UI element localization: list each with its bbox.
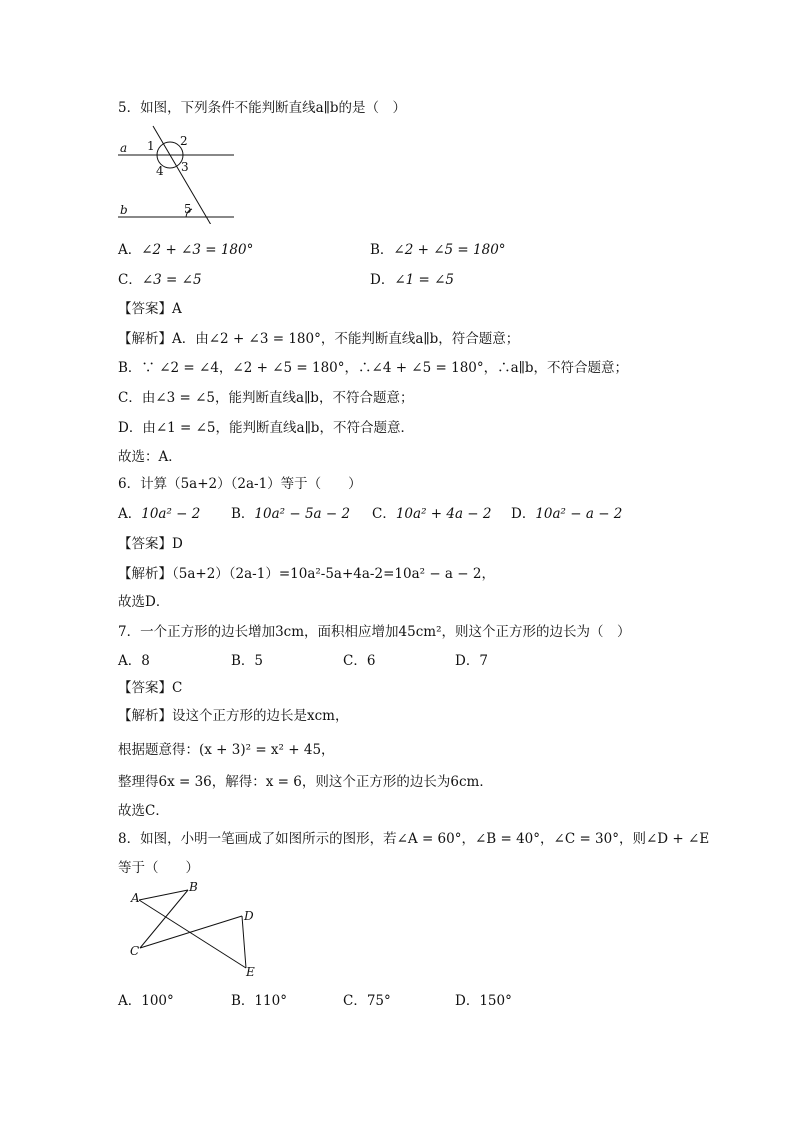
q7-analysis-line: 根据题意得：(x + 3)² = x² + 45， bbox=[118, 742, 335, 758]
q5-option-b: B．∠2 + ∠5 = 180° bbox=[370, 242, 506, 258]
q5-analysis-line: 【解析】A．由∠2 + ∠3 = 180°，不能判断直线a∥b，符合题意； bbox=[118, 331, 520, 347]
q8-stem: 8．如图，小明一笔画成了如图所示的图形，若∠A = 60°，∠B = 40°，∠C = 30°，则∠D + ∠E bbox=[118, 831, 710, 847]
q7-analysis-line: 整理得6x = 36，解得：x = 6，则这个正方形的边长为6cm． bbox=[118, 774, 493, 790]
q7-conclusion: 故选C． bbox=[118, 803, 169, 819]
q7-stem: 7．一个正方形的边长增加3cm，面积相应增加45cm²，则这个正方形的边长为（ ） bbox=[118, 624, 631, 640]
point-a-label: A bbox=[131, 891, 140, 905]
line-b-label: b bbox=[120, 203, 128, 217]
q7-option-d: D．7 bbox=[455, 653, 488, 669]
q5-analysis-line: C．由∠3 = ∠5，能判断直线a∥b，不符合题意； bbox=[118, 390, 414, 406]
angle-4-label: 4 bbox=[156, 164, 164, 178]
q5-option-d: D．∠1 = ∠5 bbox=[370, 272, 455, 288]
point-c-label: C bbox=[130, 944, 140, 958]
point-e-label: E bbox=[246, 965, 255, 979]
q6-option-a: A．10a² − 2 bbox=[118, 506, 201, 522]
q7-answer: 【答案】C bbox=[118, 680, 183, 696]
q5-stem: 5．如图，下列条件不能判断直线a∥b的是（ ） bbox=[118, 100, 407, 116]
angle-5-label: 5 bbox=[184, 202, 192, 216]
angle-3-label: 3 bbox=[181, 160, 189, 174]
q7-option-a: A．8 bbox=[118, 653, 150, 669]
q8-figure bbox=[122, 878, 267, 980]
q8-option-d: D．150° bbox=[455, 993, 512, 1009]
q5-answer: 【答案】A bbox=[118, 301, 182, 317]
q6-conclusion: 故选D． bbox=[118, 594, 170, 610]
q5-option-a: A．∠2 + ∠3 = 180° bbox=[118, 242, 254, 258]
point-d-label: D bbox=[244, 909, 254, 923]
q8-option-a: A．100° bbox=[118, 993, 174, 1009]
q6-option-c: C．10a² + 4a − 2 bbox=[372, 506, 492, 522]
angle-2-label: 2 bbox=[180, 134, 188, 148]
q6-stem: 6．计算（5a+2）（2a-1）等于（ ） bbox=[118, 476, 362, 492]
q6-answer: 【答案】D bbox=[118, 536, 183, 552]
q6-option-b: B．10a² − 5a − 2 bbox=[231, 506, 351, 522]
q5-analysis-line: B．∵ ∠2 = ∠4，∠2 + ∠5 = 180°，∴∠4 + ∠5 = 180°，∴a∥b，不符合题意； bbox=[118, 360, 629, 376]
q5-analysis-line: D．由∠1 = ∠5，能判断直线a∥b，不符合题意． bbox=[118, 420, 414, 436]
q7-option-b: B．5 bbox=[231, 653, 264, 669]
angle-1-label: 1 bbox=[147, 139, 155, 153]
q8-stem-continued: 等于（ ） bbox=[118, 860, 199, 876]
q8-option-b: B．110° bbox=[231, 993, 287, 1009]
q5-conclusion: 故选：A． bbox=[118, 449, 182, 465]
line-a-label: a bbox=[120, 141, 128, 155]
point-b-label: B bbox=[189, 880, 198, 894]
q6-option-d: D．10a² − a − 2 bbox=[511, 506, 623, 522]
q6-analysis: 【解析】（5a+2）（2a-1）=10a²-5a+4a-2=10a² − a − 2， bbox=[118, 566, 495, 582]
q7-option-c: C．6 bbox=[343, 653, 376, 669]
q5-option-c: C．∠3 = ∠5 bbox=[118, 272, 202, 288]
q5-figure bbox=[118, 124, 238, 224]
q7-analysis-line: 【解析】设这个正方形的边长是xcm， bbox=[118, 708, 349, 724]
q8-option-c: C．75° bbox=[343, 993, 391, 1009]
